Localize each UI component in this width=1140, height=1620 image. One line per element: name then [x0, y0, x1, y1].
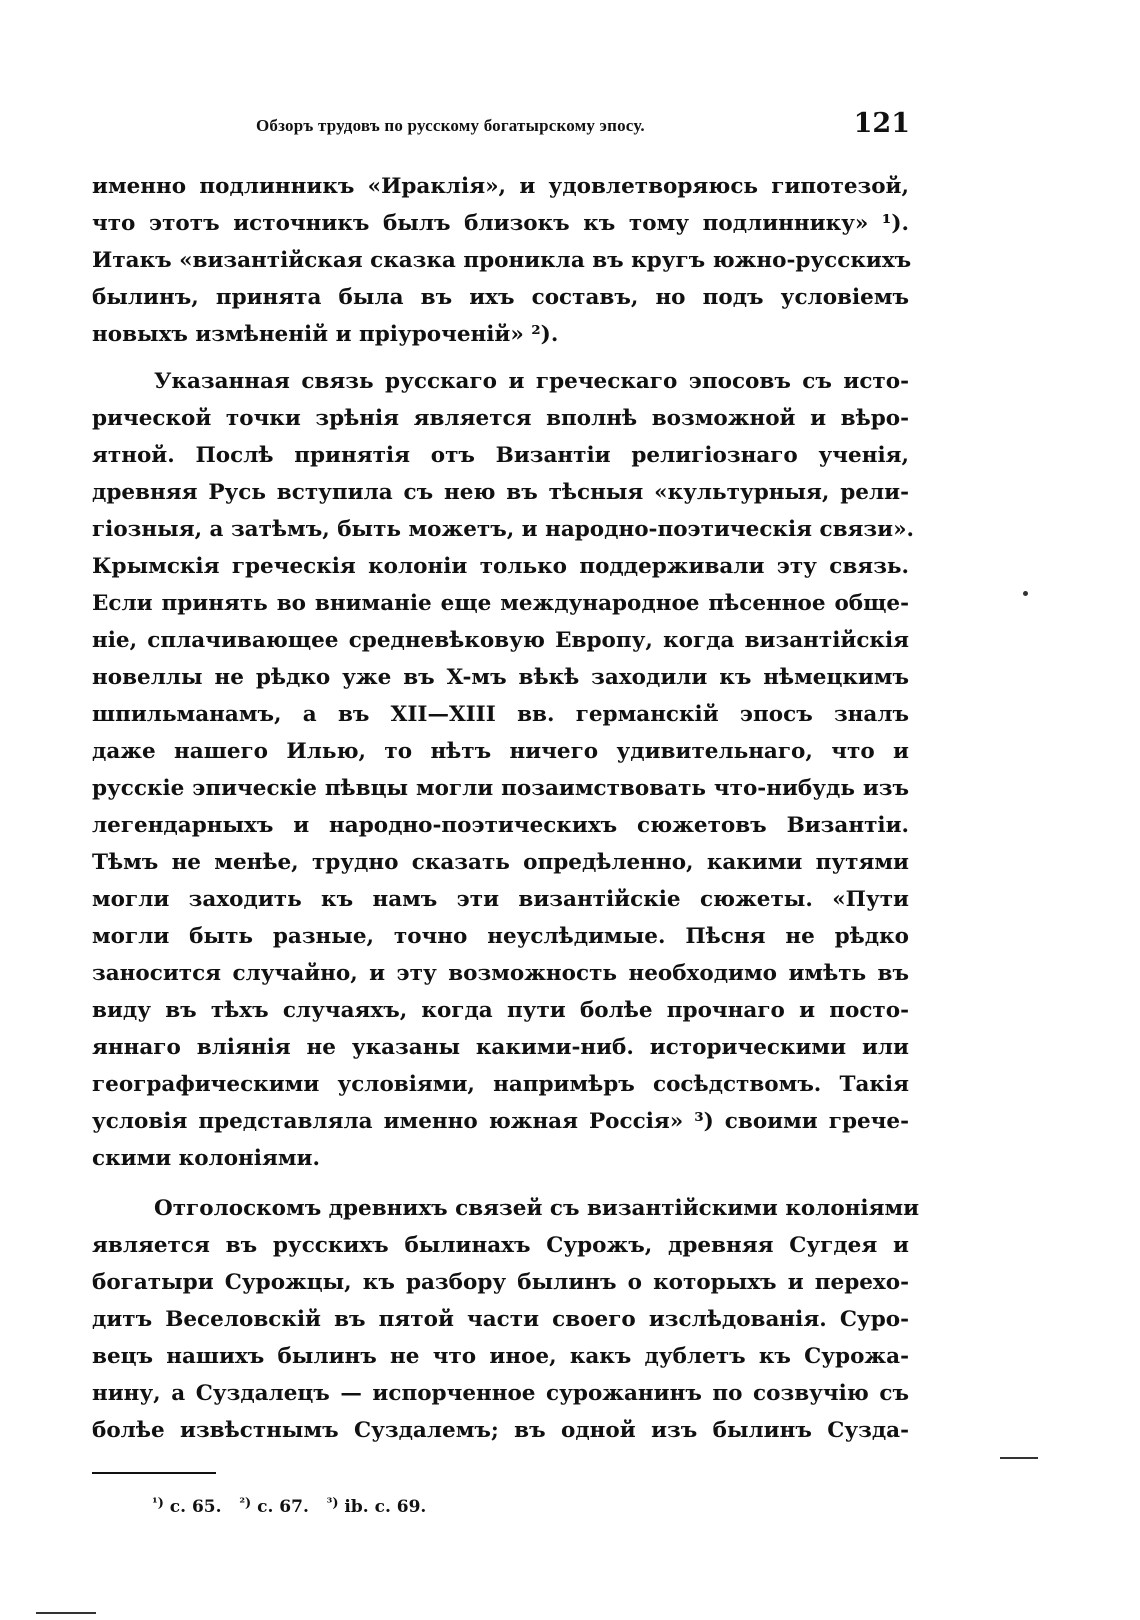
text-line: Указанная связь русскаго и греческаго эпосовъ съ исто-	[154, 369, 909, 394]
text-line: шпильманамъ, а въ XII—XIII вв. германскій эпосъ зналъ	[92, 702, 909, 727]
text-line: географическими условіями, напримѣръ сосѣдствомъ. Такія	[92, 1072, 909, 1097]
footnotes	[152, 1496, 426, 1517]
text-line: что этотъ источникъ былъ близокъ къ тому подлиннику» ¹).	[92, 211, 909, 236]
scan-mark	[36, 1612, 96, 1614]
text-line: новыхъ измѣненій и пріуроченій» ²).	[92, 322, 559, 347]
text-line: виду въ тѣхъ случаяхъ, когда пути болѣе прочнаго и посто-	[92, 998, 909, 1023]
text-line: могли заходить къ намъ эти византійскіе сюжеты. «Пути	[92, 887, 909, 912]
paragraph-3	[92, 1190, 920, 1449]
text-line: является въ русскихъ былинахъ Сурожъ, древняя Сугдея и	[92, 1233, 909, 1258]
paragraph-2	[92, 363, 914, 1177]
text-line: рической точки зрѣнія является вполнѣ возможной и вѣро-	[92, 406, 909, 431]
footnote-mark: ³)	[326, 1496, 339, 1511]
scan-mark	[1000, 1457, 1038, 1459]
text-line: нину, а Суздалецъ — испорченное сурожанинъ по созвучію съ	[92, 1381, 909, 1406]
text-line: могли быть разные, точно неуслѣдимые. Пѣсня не рѣдко	[92, 924, 909, 949]
footnote-mark: ¹)	[152, 1496, 164, 1511]
text-line: вецъ нашихъ былинъ не что иное, какъ дублетъ къ Сурожа-	[92, 1344, 909, 1369]
footnote-text: ib. с. 69.	[344, 1497, 427, 1517]
page-number: 121	[853, 108, 910, 139]
running-head-title: Обзоръ трудовъ по русскому богатырскому эпосу.	[256, 116, 645, 135]
text-line: болѣе извѣстнымъ Суздалемъ; въ одной изъ былинъ Сузда-	[92, 1418, 909, 1443]
text-line: даже нашего Илью, то нѣтъ ничего удивительнаго, что и	[92, 739, 909, 764]
text-line: именно подлинникъ «Ираклія», и удовлетворяюсь гипотезой,	[92, 174, 909, 199]
running-head	[90, 108, 910, 144]
text-line: ятной. Послѣ принятія отъ Византіи религіознаго ученія,	[92, 443, 909, 468]
footnote-rule	[92, 1472, 216, 1474]
paragraph-1	[92, 168, 912, 353]
text-line: условія представляла именно южная Россія» ³) своими грече-	[92, 1109, 909, 1134]
text-line: древняя Русь вступила съ нею въ тѣсныя «культурныя, рели-	[92, 480, 909, 505]
text-line: скими колоніями.	[92, 1146, 320, 1171]
footnote-mark: ²)	[239, 1496, 252, 1511]
text-line: легендарныхъ и народно-поэтическихъ сюжетовъ Византіи.	[92, 813, 909, 838]
footnote-3	[327, 1497, 427, 1517]
text-line: богатыри Сурожцы, къ разбору былинъ о которыхъ и перехо-	[92, 1270, 909, 1295]
text-line: Тѣмъ не менѣе, трудно сказать опредѣленно, какими путями	[92, 850, 909, 875]
text-line: русскіе эпическіе пѣвцы могли позаимствовать что-нибудь изъ	[92, 776, 909, 801]
text-line: Отголоскомъ древнихъ связей съ византійскими колоніями	[154, 1196, 920, 1221]
footnote-2	[239, 1497, 309, 1517]
scan-speck	[1023, 591, 1028, 596]
text-line: ніе, сплачивающее средневѣковую Европу, когда византійскія	[92, 628, 909, 653]
text-line: яннаго вліянія не указаны какими-ниб. историческими или	[92, 1035, 909, 1060]
text-line: дитъ Веселовскій въ пятой части своего изслѣдованія. Суро-	[92, 1307, 909, 1332]
text-line: гіозныя, а затѣмъ, быть можетъ, и народно-поэтическія связи».	[92, 517, 914, 542]
footnote-text: с. 67.	[257, 1497, 309, 1517]
text-line: новеллы не рѣдко уже въ X-мъ вѣкѣ заходили къ нѣмецкимъ	[92, 665, 909, 690]
footnote-1	[152, 1497, 222, 1517]
text-line: Если принять во вниманіе еще международное пѣсенное обще-	[92, 591, 909, 616]
text-line: Итакъ «византійская сказка проникла въ кругъ южно-русскихъ	[92, 248, 912, 273]
footnote-text: с. 65.	[169, 1497, 222, 1517]
text-line: былинъ, принята была въ ихъ составъ, но подъ условіемъ	[92, 285, 909, 310]
text-line: Крымскія греческія колоніи только поддерживали эту связь.	[92, 554, 909, 579]
text-line: заносится случайно, и эту возможность необходимо имѣть въ	[92, 961, 909, 986]
